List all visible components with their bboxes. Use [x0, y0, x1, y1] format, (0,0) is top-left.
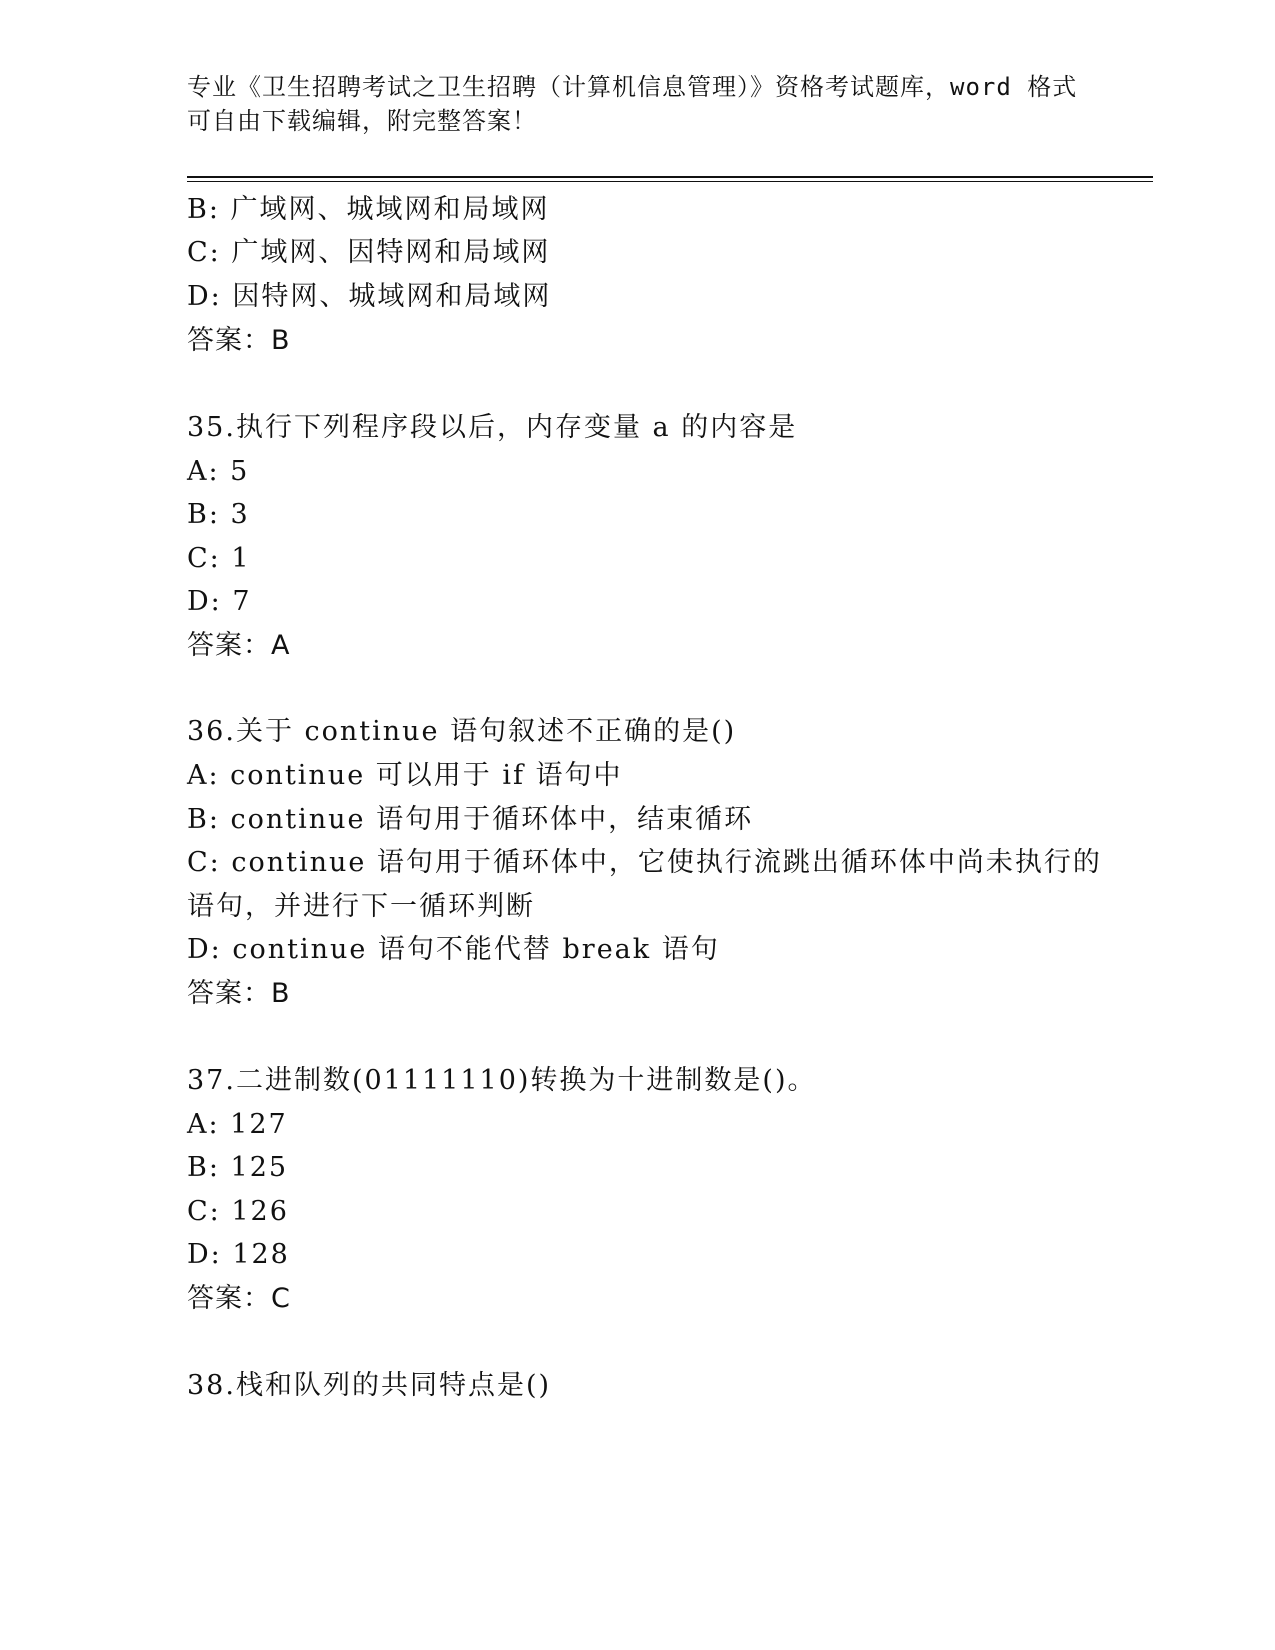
q36-answer: 答案：B	[187, 978, 291, 1009]
q36-option-c-line-1: C: continue 语句用于循环体中，它使执行流跳出循环体中尚未执行的	[187, 847, 1102, 878]
q34-answer: 答案：B	[187, 325, 291, 356]
q37-option-a: A: 127	[187, 1109, 288, 1140]
q37-question: 37.二进制数(01111110)转换为十进制数是()。	[187, 1065, 817, 1096]
q36-option-a: A: continue 可以用于 if 语句中	[187, 760, 623, 791]
header-divider-thin	[187, 181, 1153, 182]
header-divider-thick	[187, 176, 1153, 178]
q37-option-b: B: 125	[187, 1152, 289, 1183]
q34-option-d: D: 因特网、城域网和局域网	[187, 281, 552, 312]
q37-option-c: C: 126	[187, 1196, 289, 1227]
header-line-2: 可自由下载编辑，附完整答案！	[187, 107, 537, 135]
q36-question: 36.关于 continue 语句叙述不正确的是()	[187, 716, 737, 747]
q35-question: 35.执行下列程序段以后，内存变量 a 的内容是	[187, 412, 798, 443]
header-line-1: 专业《卫生招聘考试之卫生招聘（计算机信息管理）》资格考试题库，word 格式	[187, 73, 1078, 101]
q37-option-d: D: 128	[187, 1239, 290, 1270]
q35-option-d: D: 7	[187, 586, 252, 617]
q35-option-a: A: 5	[187, 456, 250, 487]
q36-option-b: B: continue 语句用于循环体中，结束循环	[187, 804, 754, 835]
q36-option-d: D: continue 语句不能代替 break 语句	[187, 934, 720, 965]
q35-option-b: B: 3	[187, 499, 250, 530]
q35-answer: 答案：A	[187, 630, 291, 661]
q38-question: 38.栈和队列的共同特点是()	[187, 1370, 552, 1401]
q34-option-c: C: 广域网、因特网和局域网	[187, 237, 551, 268]
q34-option-b: B: 广域网、城域网和局域网	[187, 194, 550, 225]
q35-option-c: C: 1	[187, 543, 251, 574]
q36-option-c-line-2: 语句，并进行下一循环判断	[187, 891, 535, 922]
q37-answer: 答案：C	[187, 1283, 291, 1314]
document-header	[187, 70, 1087, 138]
